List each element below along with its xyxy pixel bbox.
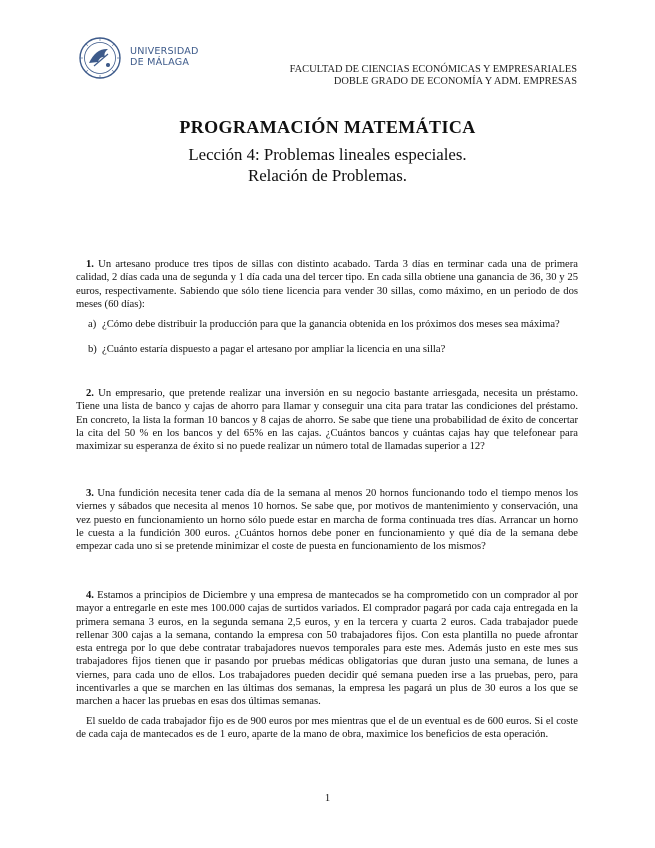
faculty-line-1: FACULTAD DE CIENCIAS ECONÓMICAS Y EMPRESARIALES xyxy=(289,64,577,75)
university-seal-icon xyxy=(78,36,122,80)
document-title: PROGRAMACIÓN MATEMÁTICA xyxy=(179,117,476,137)
page-number: 1 xyxy=(324,793,331,804)
problem-text: Un empresario, que pretende realizar una inversión en su negocio bastante arriesgada, necesita un préstamo. Tiene una lista de banco y cajas de ahorro para llamar y conseguir una cita para tratar las condiciones del préstamo. En concreto, la lista la forman 10 bancos y 8 cajas de ahorro. Se sabe que tiene una probabilidad de éxito de concertar la cita del 50 % en los bancos y del 65% en las cajas. ¿Cuántos bancos y cuántas cajas hay que telefonear para maximizar su esperanza de éxito si no puede realizar un número total de llamadas superior a 12? xyxy=(76,388,578,453)
problem-4 xyxy=(76,589,578,709)
faculty-line-2: DOBLE GRADO DE ECONOMÍA Y ADM. EMPRESAS xyxy=(333,76,577,87)
item-text: ¿Cómo debe distribuir la producción para que la ganancia obtenida en los próximos dos meses sea máxima? xyxy=(102,319,560,330)
subtitle-line-2: Relación de Problemas. xyxy=(248,166,407,185)
problem-text: Estamos a principios de Diciembre y una empresa de mantecados se ha comprometido con un comprador al por mayor a entregarle en este mes 100.000 cajas de surtidos variados. El comprador pagará por cada caja entregada en la primera semana 3 euros, en la segunda semana 2,5 euros, y en la tercera y cuarta 2 euros. Cada trabajador puede rellenar 300 cajas a la semana, contando la empresa con 50 trabajadores fijos. Con esta plantilla no puede afrontar esta entrega por lo que debe contratar trabajadores nuevos temporales para este mes. Además justo en este mes sus trabajadores fijos tienen que ir pasando por pruebas médicas obligatorias que duran justo una semana, de lunes a viernes, para cada uno de ellos. Los trabajadores pueden decidir qué semana pueden irse a las pruebas, pero, para incentivarles a que se marchen en las últimas dos semanas, la empresa les pagará un plus de 30 euros a los que se marchen a hacer las pruebas en esas dos últimas semanas. xyxy=(76,590,578,708)
university-name xyxy=(130,47,199,68)
item-text: ¿Cuánto estaría dispuesto a pagar el artesano por ampliar la licencia en una silla? xyxy=(102,344,446,356)
item-label: a) xyxy=(88,319,97,330)
list-item xyxy=(88,318,578,331)
problem-4-paragraph-2 xyxy=(76,715,578,742)
problem-number: 2. xyxy=(86,388,94,399)
problem-text: Un artesano produce tres tipos de sillas con distinto acabado. Tarda 3 días en terminar cada una de primera calidad, 2 días cada una de segunda y 1 día cada una del tercer tipo. En cada silla obtiene una ganancia de 36, 30 y 25 euros, respectivamente. Sabiendo que sólo tiene licencia para vender 30 sillas, como máximo, en un periodo de dos meses (60 días): xyxy=(76,259,578,310)
university-logo xyxy=(78,36,218,76)
problem-3 xyxy=(76,487,578,553)
title-block xyxy=(0,117,655,186)
problem-text: El sueldo de cada trabajador fijo es de 900 euros por mes mientras que el de un eventual es de 600 euros. Si el coste de cada caja de mantecados es de 1 euro, aparte de la mano de obra, maximice los beneficios de esta operación. xyxy=(76,716,578,741)
problem-1-items xyxy=(88,318,578,369)
university-name-line-2: DE MÁLAGA xyxy=(130,56,190,68)
list-item xyxy=(88,343,578,356)
faculty-header xyxy=(290,64,577,88)
problem-1 xyxy=(76,258,578,311)
problem-text: Una fundición necesita tener cada día de la semana al menos 20 hornos funcionando todo el tiempo menos los viernes y sábados que necesita al menos 10 hornos. Se sabe que, por motivos de mantenimiento y conservación, una vez puesto en funcionamiento un horno sólo puede estar en marcha de forma continuada tres días. Arrancar un horno le cuesta a la fundición 300 euros. ¿Cuántos hornos debe poner en funcionamiento y qué día de la semana debe empezar cada uno si se pretende minimizar el coste de puesta en funcionamiento de los mismos? xyxy=(76,488,578,553)
problem-number: 3. xyxy=(86,488,94,499)
item-label: b) xyxy=(88,344,97,356)
problem-number: 1. xyxy=(86,259,94,270)
subtitle-line-1: Lección 4: Problemas lineales especiales. xyxy=(188,145,467,164)
university-name-line-1: UNIVERSIDAD xyxy=(130,46,199,57)
problem-2 xyxy=(76,387,578,453)
problem-number: 4. xyxy=(86,590,94,601)
